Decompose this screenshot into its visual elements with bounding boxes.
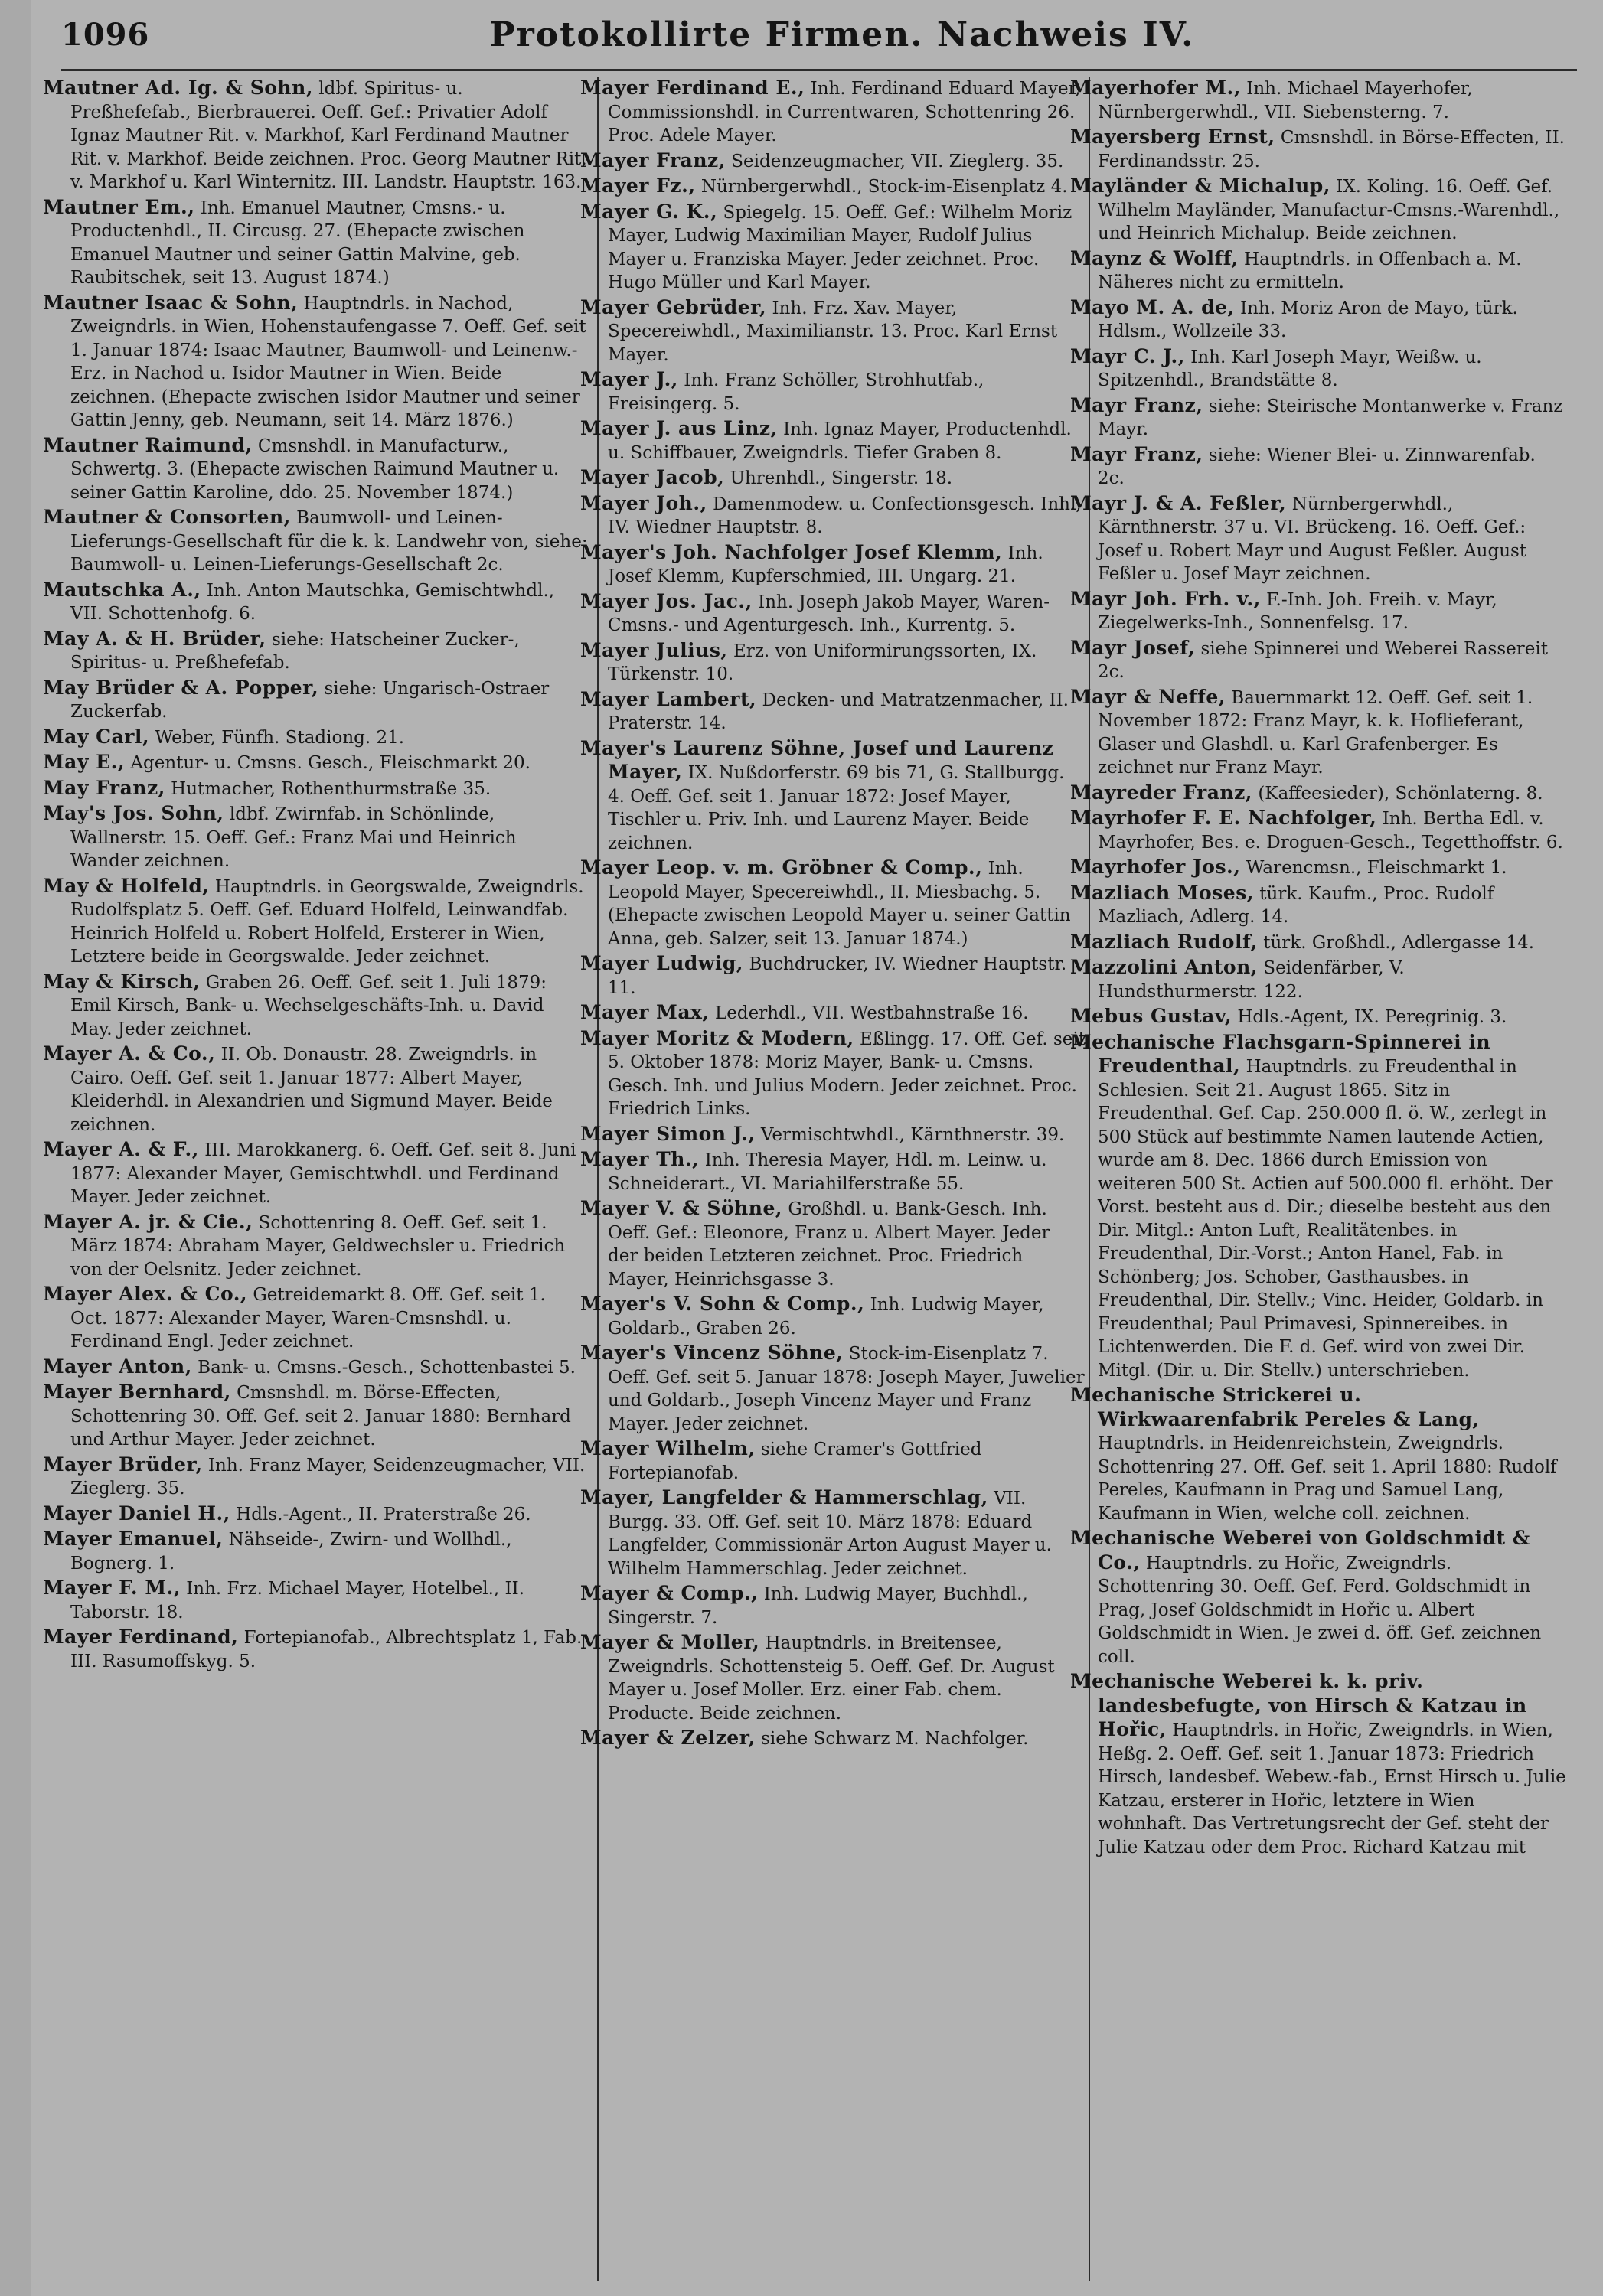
directory-entry (43, 726, 588, 750)
firm-name: Mayer Simon J., (580, 1122, 756, 1145)
firm-name: Mayer Julius, (580, 638, 728, 661)
directory-entry (1070, 856, 1566, 880)
firm-details: Seidenfärber, V. Hundsthurmerstr. 122. (1098, 958, 1405, 1002)
firm-details: siehe: Ungarisch-Ostraer Zuckerfab. (70, 678, 550, 722)
directory-entry (580, 174, 1086, 199)
directory-entry (1070, 686, 1566, 780)
firm-name: Mayerhofer M., (1070, 77, 1241, 99)
firm-details: III. Marokkanerg. 6. Oeff. Gef. seit 8. Juni 1877: Alexander Mayer, Gemischtwhdl. und Ferdinand Mayer. Jeder zeichnet. (70, 1140, 576, 1207)
firm-name: Mayer F. M., (43, 1577, 181, 1599)
firm-details: Hauptndrls. in Offenbach a. M. Näheres nicht zu ermitteln. (1098, 249, 1522, 292)
firm-details: Hauptndrls. in Breitensee, Zweigndrls. Schottensteig 5. Oeff. Gef. Dr. August Mayer u. Josef Moller. Erz. einer Fab. chem. Producte. Beide zeichnen. (608, 1633, 1055, 1724)
directory-entry (580, 201, 1086, 295)
firm-name: Mechanische Flachsgarn-Spinnerei in Freudenthal, (1070, 1030, 1490, 1077)
directory-entry (1070, 588, 1566, 635)
column-3 (1070, 77, 1566, 2281)
directory-entry (580, 1342, 1086, 1436)
firm-details: Hauptndrls. zu Hořic, Zweigndrls. Schottenring 30. Oeff. Gef. Ferd. Goldschmidt in Prag, Josef Goldschmidt in Hořic u. Albert Goldschmidt in Wien. Je zwei d. öff. Gef. zeichnen coll. (1098, 1553, 1542, 1667)
firm-name: Mechanische Strickerei u. Wirkwaarenfabrik Pereles & Lang, (1070, 1384, 1480, 1430)
firm-details: Inh. Frz. Michael Mayer, Hotelbel., II. Taborstr. 18. (70, 1579, 525, 1623)
firm-name: Mayer Brüder, (43, 1453, 203, 1476)
firm-details: Graben 26. Oeff. Gef. seit 1. Juli 1879: Emil Kirsch, Bank- u. Wechselgeschäfts-Inh. u. David May. Jeder zeichnet. (70, 972, 547, 1039)
firm-name: Mayer & Zelzer, (580, 1727, 756, 1749)
firm-name: May Brüder & A. Popper, (43, 676, 319, 699)
firm-name: Mayo M. A. de, (1070, 295, 1235, 318)
firm-name: Mayer Ludwig, (580, 952, 744, 974)
directory-entry (1070, 1670, 1566, 1859)
directory-entry (43, 506, 588, 577)
directory-entry (580, 492, 1086, 540)
firm-name: Mayr Joh. Frh. v., (1070, 587, 1261, 610)
directory-entry (580, 541, 1086, 589)
directory-entry (580, 1727, 1086, 1751)
firm-details: Inh. Bertha Edl. v. Mayrhofer, Bes. e. Droguen-Gesch., Tegetthoffstr. 6. (1098, 809, 1563, 853)
directory-entry (1070, 882, 1566, 929)
firm-name: Mayer Ferdinand, (43, 1626, 239, 1648)
firm-details: Damenmodew. u. Confectionsgesch. Inh., IV. Wiedner Hauptstr. 8. (608, 494, 1082, 537)
directory-entry (1070, 931, 1566, 955)
firm-details: ldbf. Spiritus- u. Preßhefefab., Bierbrauerei. Oeff. Gef.: Privatier Adolf Ignaz Mautner Rit. v. Markhof, Karl Ferdinand Mautner Rit. v. Markhof. Beide zeichnen. Proc. Georg Mautner Rit. v. Markhof u. Karl Winternitz. III. Landstr. Hauptstr. 163. (70, 79, 587, 192)
firm-details: türk. Großhdl., Adlergasse 14. (1263, 932, 1535, 953)
firm-name: Mayer's Joh. Nachfolger Josef Klemm, (580, 540, 1003, 563)
directory-entry (1070, 1031, 1566, 1383)
firm-name: Mazliach Moses, (1070, 881, 1254, 904)
firm-name: Mayer Franz, (580, 148, 726, 171)
directory-entry (580, 1582, 1086, 1629)
directory-entry (1070, 126, 1566, 173)
firm-name: Mayer's V. Sohn & Comp., (580, 1293, 865, 1315)
firm-details: Nähseide-, Zwirn- und Wollhdl., Bognerg. 1. (70, 1530, 512, 1574)
firm-details: Nürnbergerwhdl., Kärnthnerstr. 37 u. VI. Brückeng. 16. Oeff. Gef.: Josef u. Robert Mayr und August Feßler. August Feßler u. Josef Mayr zeichnen. (1098, 494, 1527, 584)
directory-entry (1070, 443, 1566, 491)
directory-entry (43, 751, 588, 775)
directory-entry (43, 1138, 588, 1209)
directory-entry (1070, 394, 1566, 442)
page-number: 1096 (61, 17, 150, 53)
firm-name: Mayer G. K., (580, 200, 718, 223)
firm-details: Hdls.-Agent, IX. Peregrinig. 3. (1237, 1007, 1507, 1027)
directory-entry (43, 1528, 588, 1575)
firm-details: Baumwoll- und Leinen-Lieferungs-Gesellschaft für die k. k. Landwehr von, siehe: Baumwoll- u. Leinen-Lieferungs-Gesellschaft 2c. (70, 508, 588, 575)
page-header (61, 8, 1603, 67)
firm-details: Inh. Emanuel Mautner, Cmsns.- u. Productenhdl., II. Circusg. 27. (Ehepacte zwischen Emanuel Mautner und seiner Gattin Malvine, geb. Raubitschek, seit 13. August 1874.) (70, 197, 525, 288)
firm-details: siehe: Steirische Montanwerke v. Franz Mayr. (1098, 396, 1563, 439)
firm-name: Mayer Moritz & Modern, (580, 1026, 854, 1049)
firm-name: Mayer Joh., (580, 491, 707, 514)
firm-details: Inh. Frz. Xav. Mayer, Specereiwhdl., Maximilianstr. 13. Proc. Karl Ernst Mayer. (608, 298, 1058, 365)
firm-details: ldbf. Zwirnfab. in Schönlinde, Wallnerstr. 15. Oeff. Gef.: Franz Mai und Heinrich Wander zeichnen. (70, 804, 517, 871)
firm-name: Mayrhofer Jos., (1070, 856, 1241, 878)
firm-details: (Kaffeesieder), Schönlaterng. 8. (1258, 783, 1543, 804)
directory-entry (580, 1001, 1086, 1026)
firm-name: Mayer Jos. Jac., (580, 589, 753, 612)
header-rule (61, 69, 1577, 71)
firm-name: Mechanische Weberei k. k. priv. landesbefugte, von Hirsch & Katzau in Hořic, (1070, 1670, 1527, 1740)
directory-entry (580, 417, 1086, 465)
firm-name: Mayer Alex. & Co., (43, 1283, 248, 1305)
firm-details: Inh. Leopold Mayer, Specereiwhdl., II. Miesbachg. 5. (Ehepacte zwischen Leopold Mayer u. seiner Gattin Anna, geb. Salzer, seit 13. Januar 1874.) (608, 859, 1071, 949)
firm-name: Mayer Leop. v. m. Gröbner & Comp., (580, 856, 983, 879)
directory-entry (580, 368, 1086, 416)
firm-name: Mayer V. & Söhne, (580, 1197, 783, 1219)
firm-name: Mayr Franz, (1070, 442, 1203, 465)
directory-entry (43, 1381, 588, 1452)
firm-name: Mayr & Neffe, (1070, 685, 1226, 708)
directory-entry (580, 1148, 1086, 1195)
firm-name: Mayer Bernhard, (43, 1381, 231, 1403)
firm-name: May's Jos. Sohn, (43, 802, 224, 824)
firm-name: Mayländer & Michalup, (1070, 174, 1330, 197)
firm-name: Mayer A. & F., (43, 1138, 199, 1160)
firm-details: Decken- und Matratzenmacher, II. Praterstr. 14. (608, 690, 1069, 733)
directory-entry (580, 77, 1086, 148)
firm-name: May A. & H. Brüder, (43, 627, 266, 650)
firm-name: Mautner Isaac & Sohn, (43, 291, 299, 314)
directory-entry (580, 590, 1086, 638)
firm-details: Inh. Ferdinand Eduard Mayer, Commissionshdl. in Currentwaren, Schottenring 26. Proc. Adele Mayer. (608, 79, 1081, 145)
firm-name: Mayer Jacob, (580, 466, 725, 488)
directory-entry (43, 802, 588, 873)
firm-details: F.-Inh. Joh. Freih. v. Mayr, Ziegelwerks-Inh., Sonnenfelsg. 17. (1098, 589, 1497, 633)
firm-details: Stock-im-Eisenplatz 7. Oeff. Gef. seit 5. Januar 1878: Joseph Mayer, Juwelier und Goldarb., Joseph Vincenz Mayer und Franz Mayer. Jeder zeichnet. (608, 1344, 1085, 1434)
directory-entry (580, 149, 1086, 174)
firm-details: Großhdl. u. Bank-Gesch. Inh. Oeff. Gef.: Eleonore, Franz u. Albert Mayer. Jeder der beiden Letzteren zeichnet. Proc. Friedrich Mayer, Heinrichsgasse 3. (608, 1199, 1050, 1290)
firm-name: Mayr C. J., (1070, 344, 1185, 367)
firm-details: Vermischtwhdl., Kärnthnerstr. 39. (760, 1124, 1065, 1145)
directory-entry (1070, 781, 1566, 806)
firm-name: Mayer Th., (580, 1148, 700, 1170)
directory-entry (580, 1197, 1086, 1291)
directory-entry (43, 1283, 588, 1354)
firm-name: Mayr Franz, (1070, 393, 1203, 416)
directory-entry (580, 1437, 1086, 1485)
directory-entry (43, 1453, 588, 1501)
firm-details: Cmsnshdl. m. Börse-Effecten, Schottenring 30. Off. Gef. seit 2. Januar 1880: Bernhard und Arthur Mayer. Jeder zeichnet. (70, 1383, 571, 1450)
firm-details: Warencmsn., Fleischmarkt 1. (1246, 858, 1507, 878)
firm-details: Getreidemarkt 8. Off. Gef. seit 1. Oct. 1877: Alexander Mayer, Waren-Cmsnshdl. u. Ferdinand Engl. Jeder zeichnet. (70, 1285, 546, 1352)
firm-name: Mayreder Franz, (1070, 781, 1252, 804)
directory-entry (43, 1355, 588, 1380)
directory-entry (1070, 1384, 1566, 1525)
directory-entry (580, 639, 1086, 687)
directory-entry (1070, 345, 1566, 393)
firm-details: Erz. von Uniformirungssorten, IX. Türkenstr. 10. (608, 641, 1037, 684)
firm-name: Maynz & Wolff, (1070, 246, 1239, 269)
directory-entry (1070, 1527, 1566, 1668)
directory-entry (1070, 956, 1566, 1003)
firm-name: Mayer's Vincenz Söhne, (580, 1342, 844, 1364)
directory-entry (43, 1577, 588, 1624)
firm-name: Mazzolini Anton, (1070, 956, 1258, 978)
directory-entry (43, 579, 588, 626)
column-1 (43, 77, 588, 2281)
firm-details: Agentur- u. Cmsns. Gesch., Fleischmarkt 20. (130, 753, 531, 773)
firm-name: Mayer Daniel H., (43, 1502, 230, 1525)
directory-entry (1070, 247, 1566, 295)
firm-details: Hauptndrls. in Georgswalde, Zweigndrls. Rudolfsplatz 5. Oeff. Gef. Eduard Holfeld, Leinwandfab. Heinrich Holfeld u. Robert Holfeld, Ersterer in Wien, Letztere beide in Georgswalde. Jeder zeichnet. (70, 876, 584, 967)
firm-name: Mayr Josef, (1070, 636, 1196, 659)
firm-name: Mautner Raimund, (43, 433, 253, 456)
firm-details: Hauptndrls. in Hořic, Zweigndrls. in Wien, Heßg. 2. Oeff. Gef. seit 1. Januar 1873: Friedrich Hirsch, landesbef. Webew.-fab., Ernst Hirsch u. Julie Katzau, ersterer in Hořic, letztere in Wien wohnhaft. Das Vertretungsrecht der Gef. steht der Julie Katzau oder dem Proc. Richard Katzau mit (1098, 1720, 1566, 1857)
directory-entry (43, 970, 588, 1042)
directory-entry (580, 1293, 1086, 1340)
directory-entry (580, 688, 1086, 735)
firm-details: Lederhdl., VII. Westbahnstraße 16. (714, 1003, 1029, 1023)
firm-details: Spiegelg. 15. Oeff. Gef.: Wilhelm Moriz Mayer, Ludwig Maximilian Mayer, Rudolf Julius Mayer u. Franziska Mayer. Jeder zeichnet. Proc. Hugo Müller und Karl Mayer. (608, 202, 1072, 292)
firm-details: siehe Schwarz M. Nachfolger. (761, 1729, 1029, 1749)
firm-details: Bank- u. Cmsns.-Gesch., Schottenbastei 5. (198, 1357, 576, 1378)
directory-entry (1070, 492, 1566, 586)
firm-name: Mechanische Weberei von Goldschmidt & Co., (1070, 1527, 1530, 1574)
directory-entry (1070, 637, 1566, 684)
firm-details: II. Ob. Donaustr. 28. Zweigndrls. in Cairo. Oeff. Gef. seit 1. Januar 1877: Albert Mayer, Kleiderhdl. in Alexandrien und Sigmund Mayer. Beide zeichnen. (70, 1045, 553, 1135)
directory-entry (43, 677, 588, 724)
firm-name: Mayer Max, (580, 1001, 710, 1023)
firm-name: Mayer Wilhelm, (580, 1437, 756, 1459)
directory-entry (1070, 296, 1566, 344)
firm-details: Cmsnshdl. in Manufacturw., Schwertg. 3. (Ehepacte zwischen Raimund Mautner u. seiner Gattin Karoline, ddo. 25. November 1874.) (70, 435, 560, 503)
directory-entry (580, 737, 1086, 856)
firm-details: Weber, Fünfh. Stadiong. 21. (155, 727, 405, 748)
firm-name: Mautner Em., (43, 195, 195, 218)
firm-details: siehe: Hatscheiner Zucker-, Spiritus- u. Preßhefefab. (70, 629, 520, 673)
firm-name: Mayer Ferdinand E., (580, 77, 805, 99)
firm-name: Mayer Emanuel, (43, 1528, 224, 1550)
firm-details: türk. Kaufm., Proc. Rudolf Mazliach, Adlerg. 14. (1098, 883, 1494, 927)
firm-details: Nürnbergerwhdl., Stock-im-Eisenplatz 4. (700, 177, 1068, 197)
directory-entry (43, 1626, 588, 1673)
firm-details: siehe Spinnerei und Weberei Rassereit 2c. (1098, 638, 1548, 682)
firm-name: Mayersberg Ernst, (1070, 126, 1275, 148)
firm-name: Mayer Gebrüder, (580, 295, 767, 318)
firm-name: May Carl, (43, 725, 150, 748)
firm-details: Cmsnshdl. in Börse-Effecten, II. Ferdinandsstr. 25. (1098, 128, 1565, 171)
firm-name: Mayer A. & Co., (43, 1042, 216, 1065)
directory-entry (1070, 174, 1566, 246)
firm-name: Mayer Anton, (43, 1355, 192, 1378)
firm-name: May E., (43, 751, 126, 773)
firm-details: Inh. Moriz Aron de Mayo, türk. Hdlsm., Wollzeile 33. (1098, 298, 1518, 341)
firm-name: Mayr J. & A. Feßler, (1070, 491, 1287, 514)
firm-details: Hauptndrls. in Heidenreichstein, Zweigndrls. Schottenring 27. Off. Gef. seit 1. April 1880: Rudolf Pereles, Kaufmann in Prag und Samuel Lang, Kaufmann in Wien, welche coll. zeichnen. (1098, 1433, 1557, 1524)
firm-details: Inh. Joseph Jakob Mayer, Waren-Cmsns.- und Agenturgesch. Inh., Kurrentg. 5. (608, 592, 1050, 635)
directory-entry (1070, 77, 1566, 124)
firm-name: May & Holfeld, (43, 874, 210, 897)
firm-details: Hdls.-Agent., II. Praterstraße 26. (236, 1504, 531, 1525)
firm-details: Inh. Michael Mayerhofer, Nürnbergerwhdl., VII. Siebensterng. 7. (1098, 79, 1473, 122)
firm-details: IX. Koling. 16. Oeff. Gef. Wilhelm Mayländer, Manufactur-Cmsns.-Warenhdl., und Heinrich Michalup. Beide zeichnen. (1098, 177, 1560, 243)
firm-details: Inh. Anton Mautschka, Gemischtwhdl., VII. Schottenhofg. 6. (70, 580, 555, 624)
directory-entry (43, 1502, 588, 1527)
firm-name: Mebus Gustav, (1070, 1005, 1232, 1027)
directory-entry (43, 434, 588, 505)
directory-entry (580, 296, 1086, 367)
firm-details: Bauernmarkt 12. Oeff. Gef. seit 1. November 1872: Franz Mayr, k. k. Hoflieferant, Glaser und Glashdl. u. Karl Grafenberger. Es zeichnet nur Franz Mayr. (1098, 687, 1533, 778)
directory-entry (43, 196, 588, 290)
firm-details: Hauptndrls. in Nachod, Zweigndrls. in Wien, Hohenstaufengasse 7. Oeff. Gef. seit 1. Januar 1874: Isaac Mautner, Baumwoll- und Leinenw.-Erz. in Nachod u. Isidor Mautner in Wien. Beide zeichnen. (Ehepacte zwischen Isidor Mautner und seiner Gattin Jenny, geb. Neumann, seit 14. März 1876.) (70, 293, 586, 430)
directory-entry (43, 875, 588, 969)
firm-details: Fortepianofab., Albrechtsplatz 1, Fab. III. Rasumoffskyg. 5. (70, 1628, 583, 1671)
directory-entry (43, 1042, 588, 1137)
firm-details: VII. Burgg. 33. Off. Gef. seit 10. März 1878: Eduard Langfelder, Commissionär Arton August Mayer u. Wilhelm Hammerschlag. Jeder zeichnet. (608, 1489, 1052, 1579)
firm-details: Inh. Josef Klemm, Kupferschmied, III. Ungarg. 21. (608, 543, 1043, 586)
firm-details: Inh. Ludwig Mayer, Buchhdl., Singerstr. 7. (608, 1584, 1028, 1628)
firm-details: Schottenring 8. Oeff. Gef. seit 1. März 1874: Abraham Mayer, Geldwechsler u. Friedrich von der Oelsnitz. Jeder zeichnet. (70, 1212, 566, 1280)
firm-details: Buchdrucker, IV. Wiedner Hauptstr. 11. (608, 954, 1067, 998)
firm-details: Inh. Franz Mayer, Seidenzeugmacher, VII. Zieglerg. 35. (70, 1455, 586, 1499)
firm-name: Mayer's Laurenz Söhne, Josef und Laurenz Mayer, (580, 736, 1054, 783)
directory-entry (43, 777, 588, 801)
firm-details: Inh. Ignaz Mayer, Productenhdl. u. Schiffbauer, Zweigndrls. Tiefer Graben 8. (608, 419, 1072, 463)
firm-name: Mayer & Comp., (580, 1582, 759, 1604)
firm-name: May & Kirsch, (43, 970, 201, 993)
directory-entry (43, 1211, 588, 1282)
directory-entry (43, 77, 588, 194)
directory-entry (43, 292, 588, 432)
directory-entry (580, 856, 1086, 951)
firm-details: Inh. Ludwig Mayer, Goldarb., Graben 26. (608, 1295, 1044, 1339)
firm-name: Mayer, Langfelder & Hammerschlag, (580, 1486, 988, 1508)
firm-name: Mayer J., (580, 368, 678, 390)
firm-name: Mayer Fz., (580, 174, 696, 197)
firm-details: Uhrenhdl., Singerstr. 18. (730, 468, 953, 488)
firm-details: Seidenzeugmacher, VII. Zieglerg. 35. (731, 151, 1064, 171)
firm-details: Eßlingg. 17. Off. Gef. seit 5. Oktober 1878: Moriz Mayer, Bank- u. Cmsns. Gesch. Inh. und Julius Modern. Jeder zeichnet. Proc. Friedrich Links. (608, 1029, 1086, 1119)
directory-entry (580, 1486, 1086, 1580)
firm-name: Mayer A. jr. & Cie., (43, 1210, 253, 1233)
firm-name: Mautschka A., (43, 578, 201, 601)
firm-details: Inh. Franz Schöller, Strohhutfab., Freisingerg. 5. (608, 370, 984, 414)
firm-name: Mayer J. aus Linz, (580, 417, 778, 439)
firm-details: siehe Cramer's Gottfried Fortepianofab. (608, 1440, 982, 1483)
firm-name: May Franz, (43, 776, 165, 799)
firm-name: Mazliach Rudolf, (1070, 930, 1258, 953)
directory-entry (1070, 807, 1566, 854)
directory-entry (580, 952, 1086, 1000)
directory-entry (43, 628, 588, 675)
firm-details: Inh. Karl Joseph Mayr, Weißw. u. Spitzenhdl., Brandstätte 8. (1098, 347, 1482, 390)
firm-name: Mautner & Consorten, (43, 506, 291, 528)
firm-name: Mayrhofer F. E. Nachfolger, (1070, 807, 1377, 829)
directory-entry (580, 1123, 1086, 1147)
firm-details: Hutmacher, Rothenthurmstraße 35. (171, 778, 491, 799)
firm-name: Mayer Lambert, (580, 687, 757, 710)
directory-entry (580, 1027, 1086, 1121)
directory-entry (580, 466, 1086, 491)
directory-entry (1070, 1005, 1566, 1029)
page-title: Protokollirte Firmen. Nachweis IV. (489, 15, 1195, 54)
firm-details: Hauptndrls. zu Freudenthal in Schlesien. Seit 21. August 1865. Sitz in Freudenthal. Gef. Cap. 250.000 fl. ö. W., zerlegt in 500 Stück auf bestimmte Namen lautende Actien, wurde am 8. Dec. 1866 durch Emission von weiteren 500 St. Actien auf 500.000 fl. erhöht. Der Vorst. besteht aus d. Dir.; dieselbe besteht aus den Dir. Mitgl.: Anton Luft, Realitätenbes. in Freudenthal, Dir.-Vorst.; Anton Hanel, Fab. in Schönberg; Jos. Schober, Gasthausbes. in Freudenthal, Dir. Stellv.; Vinc. Heider, Goldarb. in Freudenthal; Paul Primavesi, Spinnereibes. in Lichtenwerden. Die F. d. Gef. wird von zwei Dir. Mitgl. (Dir. u. Dir. Stellv.) unterschrieben. (1098, 1057, 1553, 1381)
firm-details: IX. Nußdorferstr. 69 bis 71, G. Stallburgg. 4. Oeff. Gef. seit 1. Januar 1872: Josef Mayer, Tischler u. Priv. Inh. und Laurenz Mayer. Beide zeichnen. (608, 763, 1065, 853)
firm-name: Mautner Ad. Ig. & Sohn, (43, 77, 313, 99)
firm-details: siehe: Wiener Blei- u. Zinnwarenfab. 2c. (1098, 445, 1536, 488)
firm-name: Mayer & Moller, (580, 1631, 760, 1653)
directory-entry (580, 1631, 1086, 1725)
firm-details: Inh. Theresia Mayer, Hdl. m. Leinw. u. Schneiderart., VI. Mariahilferstraße 55. (608, 1150, 1047, 1194)
column-2 (580, 77, 1086, 2281)
